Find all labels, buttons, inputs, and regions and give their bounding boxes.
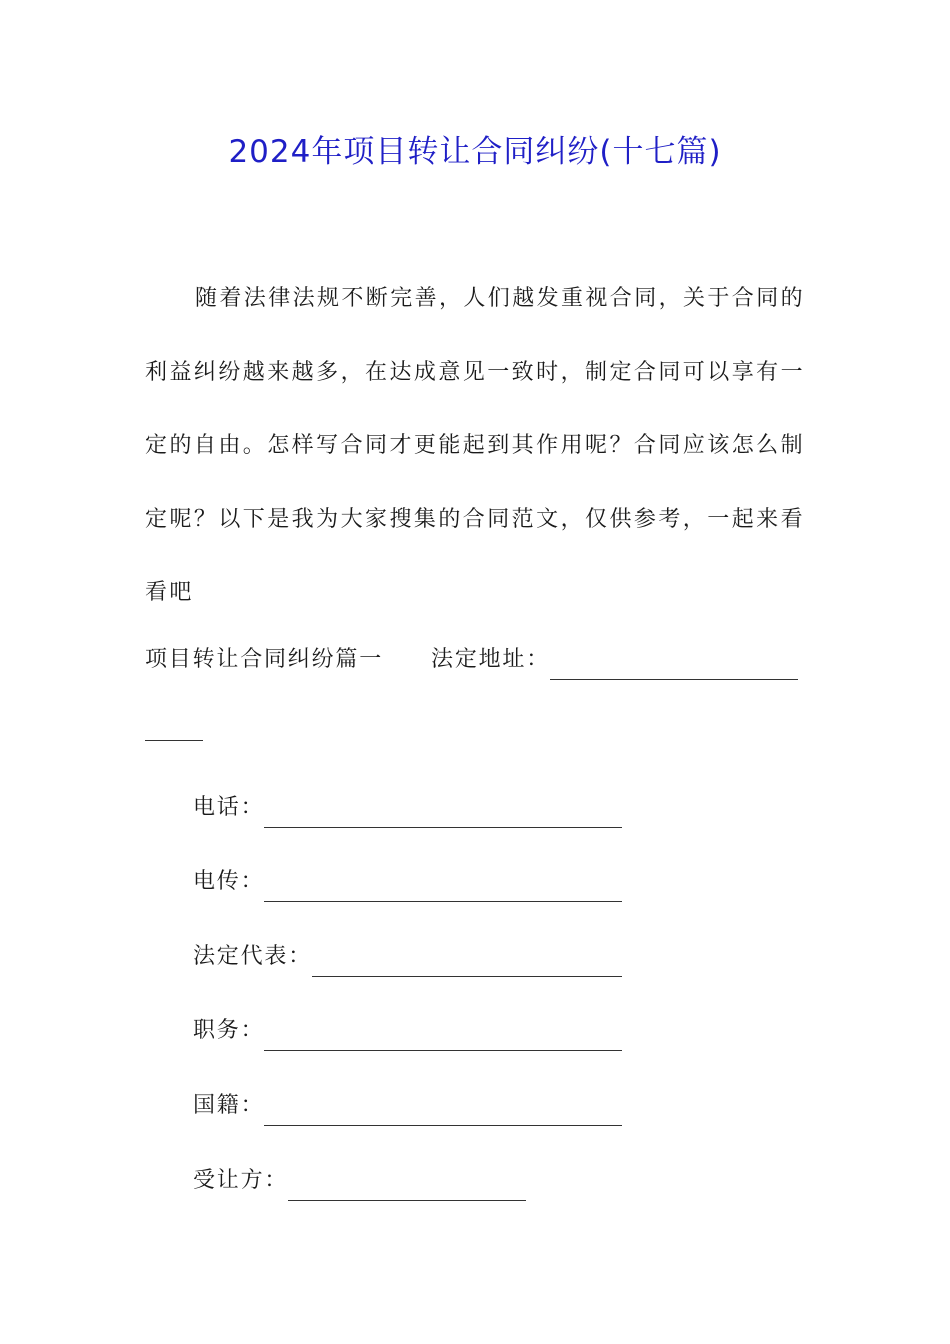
section-heading: 项目转让合同纠纷篇一 <box>145 647 384 672</box>
legal-address-blank-continued <box>145 740 203 741</box>
legal-rep-label: 法定代表： <box>193 944 313 969</box>
fax-label: 电传： <box>193 869 265 894</box>
legal-address-blank <box>550 653 798 680</box>
fax-blank <box>264 875 622 902</box>
phone-blank <box>264 801 622 828</box>
transferee-label: 受让方： <box>193 1168 289 1193</box>
nationality-blank <box>264 1099 622 1126</box>
document-title: 2024年项目转让合同纠纷(十七篇) <box>228 134 722 170</box>
fax-field <box>193 862 622 902</box>
section-heading-line <box>145 640 810 680</box>
transferee-blank <box>288 1174 526 1201</box>
position-blank <box>264 1024 622 1051</box>
legal-rep-field <box>193 937 622 977</box>
transferee-field <box>193 1161 526 1201</box>
intro-paragraph: 随着法律法规不断完善，人们越发重视合同，关于合同的利益纠纷越来越多，在达成意见一致时，制定合同可以享有一定的自由。怎样写合同才更能起到其作用呢？合同应该怎么制定呢？以下是我为大家搜集的合同范文，仅供参考，一起来看看吧 <box>145 286 806 605</box>
legal-rep-blank <box>312 950 622 977</box>
nationality-field <box>193 1086 622 1126</box>
phone-field <box>193 788 622 828</box>
legal-address-label: 法定地址： <box>431 647 551 672</box>
nationality-label: 国籍： <box>193 1093 265 1118</box>
position-label: 职务： <box>193 1018 265 1043</box>
phone-label: 电话： <box>193 795 265 820</box>
position-field <box>193 1011 622 1051</box>
